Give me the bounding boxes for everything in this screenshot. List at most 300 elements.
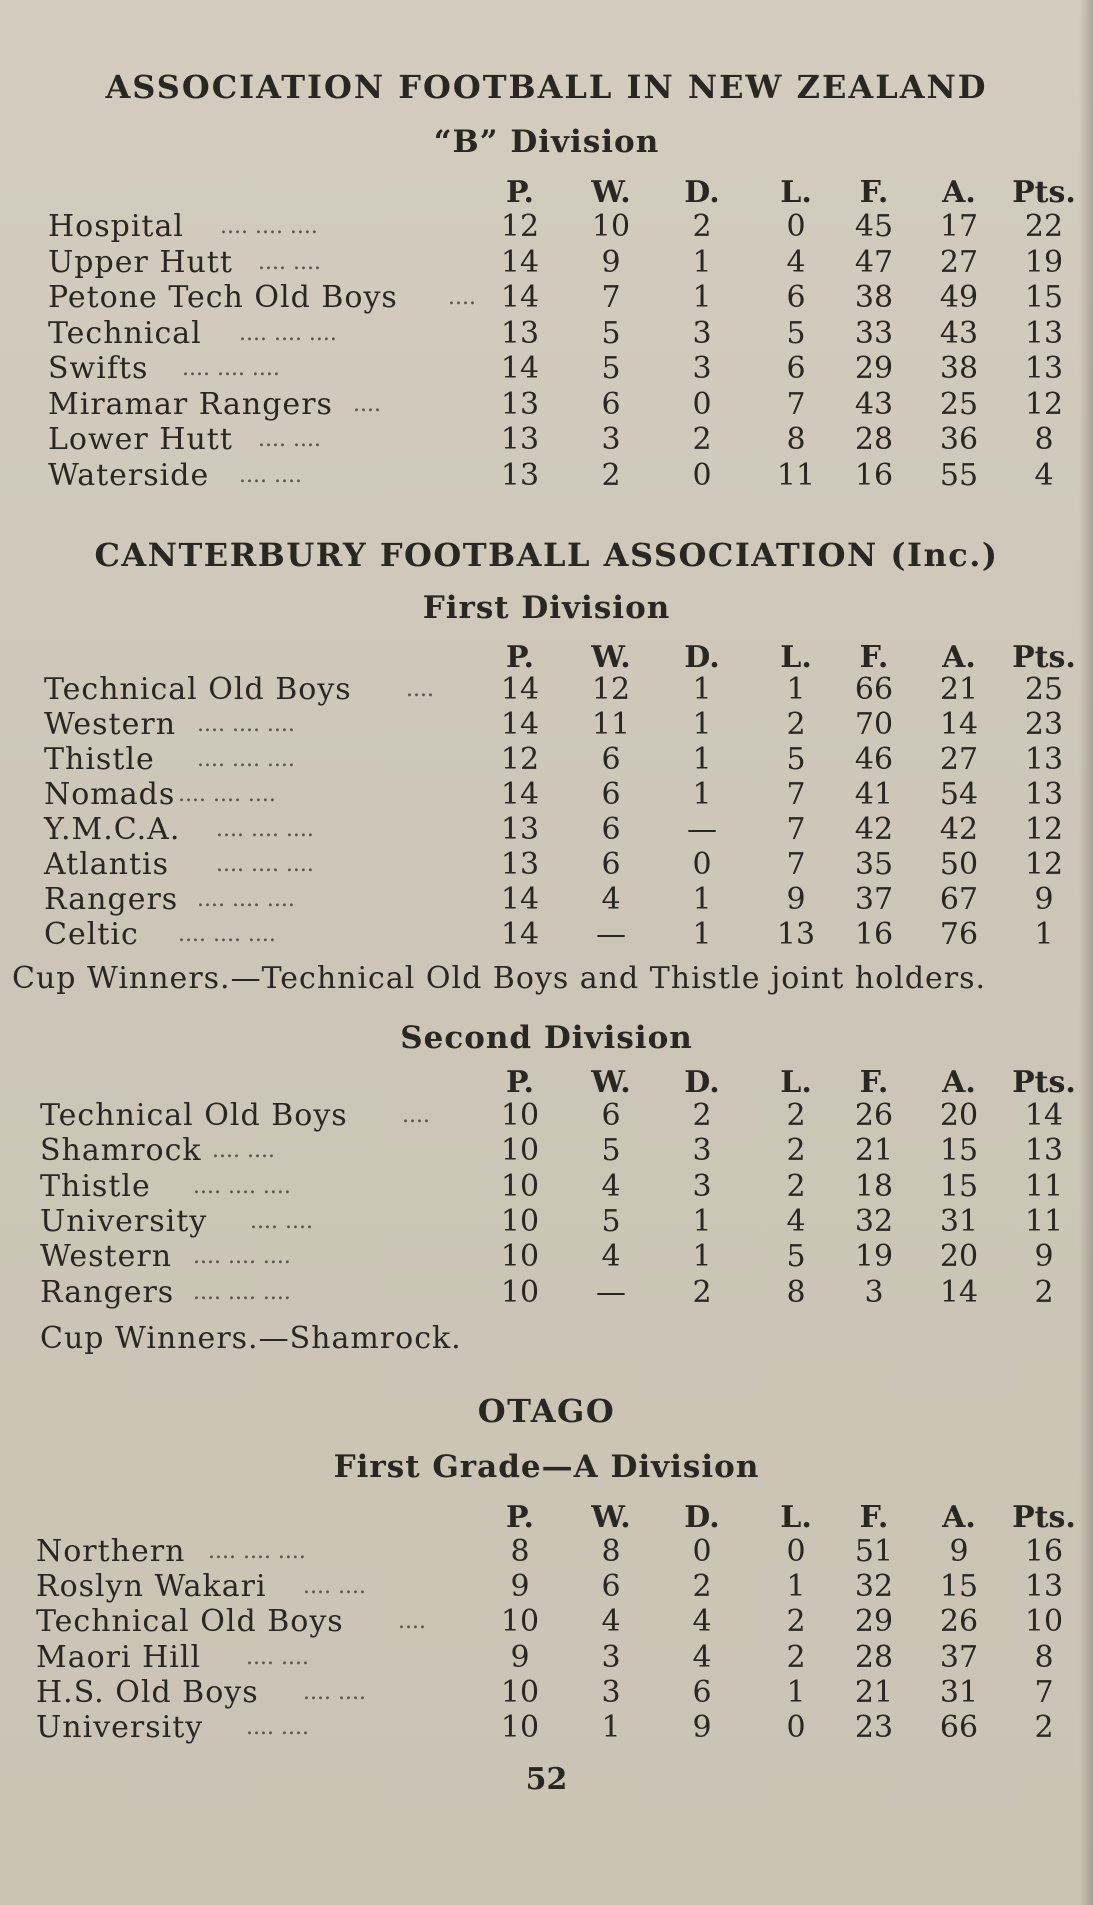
stat-cell-w: 5 [601, 351, 621, 386]
stat-cell-pts: 4 [1034, 457, 1054, 493]
stat-cell-pts: 1 [1034, 917, 1054, 952]
table-row [0, 1275, 1093, 1311]
stat-cell-p: 10 [500, 1098, 540, 1133]
stat-cell-a: 9 [949, 1534, 969, 1569]
stat-cell-a: 31 [939, 1203, 979, 1239]
stat-cell-w: 5 [601, 1203, 621, 1239]
leader-dots: .... .... .... [239, 320, 337, 346]
stat-cell-p: 14 [500, 707, 540, 742]
stat-cell-a: 26 [939, 1604, 979, 1640]
stat-cell-f: 51 [854, 1534, 894, 1569]
stat-cell-pts: 9 [1034, 882, 1054, 917]
stat-cell-f: 38 [854, 280, 894, 315]
stat-cell-d: 3 [692, 315, 712, 351]
stat-cell-a: 20 [939, 1239, 979, 1275]
team-name: Nomads [44, 777, 176, 812]
table-row [0, 707, 1093, 743]
stat-cell-w: 2 [601, 457, 621, 493]
column-header-d: D. [684, 640, 720, 675]
stat-cell-w: 6 [601, 777, 621, 812]
stat-cell-p: 10 [500, 1274, 540, 1310]
column-header-p: P. [505, 640, 535, 675]
stat-cell-w: 3 [601, 422, 621, 457]
stat-cell-l: 2 [786, 1098, 806, 1133]
stat-cell-pts: 13 [1024, 1133, 1064, 1169]
table-row [0, 1169, 1093, 1205]
stat-cell-f: 29 [854, 351, 894, 386]
stat-cell-a: 42 [939, 812, 979, 847]
column-header-w: W. [591, 640, 631, 675]
stat-cell-w: 8 [601, 1534, 621, 1569]
stat-cell-pts: 15 [1024, 280, 1064, 315]
stat-cell-l: 8 [786, 1274, 806, 1310]
stat-cell-a: 54 [939, 777, 979, 812]
canterbury-second-division-column-header [0, 1065, 1093, 1101]
stat-cell-p: 13 [500, 422, 540, 457]
stat-cell-f: 29 [854, 1604, 894, 1640]
column-header-pts: Pts. [1012, 175, 1076, 210]
stat-cell-w: 6 [601, 1098, 621, 1133]
stat-cell-l: 5 [786, 1239, 806, 1275]
leader-dots: .... .... [212, 1138, 275, 1164]
table-row [0, 1133, 1093, 1169]
team-name: Waterside [48, 457, 210, 493]
leader-dots: .... .... [250, 1208, 313, 1234]
team-name: Swifts [48, 351, 149, 386]
table-row [0, 458, 1093, 494]
stat-cell-a: 76 [939, 917, 979, 952]
table-row [0, 917, 1093, 953]
otago-heading: OTAGO [477, 1392, 616, 1430]
stat-cell-d: 1 [692, 1203, 712, 1239]
table-row [0, 1640, 1093, 1676]
team-name: Technical Old Boys [36, 1604, 344, 1640]
team-name: Thistle [40, 1168, 151, 1204]
stat-cell-d: 2 [692, 209, 712, 244]
stat-cell-f: 21 [854, 1133, 894, 1169]
team-name: Y.M.C.A. [44, 812, 181, 847]
stat-cell-l: 0 [786, 209, 806, 244]
column-header-w: W. [591, 175, 631, 210]
team-name: Maori Hill [36, 1639, 202, 1675]
stat-cell-a: 14 [939, 1274, 979, 1310]
stat-cell-d: 2 [692, 1569, 712, 1605]
table-row [0, 1675, 1093, 1711]
stat-cell-a: 15 [939, 1133, 979, 1169]
stat-cell-w: 10 [591, 209, 631, 244]
stat-cell-p: 10 [500, 1674, 540, 1710]
column-header-p: P. [505, 175, 535, 210]
team-name: University [36, 1710, 204, 1745]
column-header-a: A. [942, 1065, 976, 1100]
table-row [0, 672, 1093, 708]
stat-cell-p: 14 [500, 882, 540, 917]
stat-cell-a: 38 [939, 351, 979, 386]
stat-cell-w: — [596, 917, 626, 952]
stat-cell-p: 13 [500, 847, 540, 882]
stat-cell-pts: 13 [1024, 1569, 1064, 1605]
stat-cell-d: 1 [692, 280, 712, 315]
leader-dots: .... .... [246, 1644, 309, 1670]
stat-cell-l: 8 [786, 422, 806, 457]
stat-cell-d: 1 [692, 882, 712, 917]
stat-cell-l: 2 [786, 1604, 806, 1640]
stat-cell-pts: 13 [1024, 777, 1064, 812]
leader-dots: .... [402, 1103, 430, 1128]
stat-cell-w: 4 [601, 1604, 621, 1640]
stat-cell-a: 43 [939, 315, 979, 351]
stat-cell-w: 7 [601, 280, 621, 315]
stat-cell-pts: 22 [1024, 209, 1064, 244]
column-header-a: A. [942, 175, 976, 210]
otago-first-grade-heading: First Grade—A Division [333, 1449, 760, 1485]
leader-dots: .... .... [303, 1679, 366, 1705]
table-row [0, 245, 1093, 281]
stat-cell-f: 70 [854, 707, 894, 742]
stat-cell-a: 21 [939, 672, 979, 707]
stat-cell-d: 4 [692, 1604, 712, 1640]
stat-cell-a: 17 [939, 209, 979, 244]
stat-cell-l: 11 [776, 457, 816, 493]
stat-cell-l: 0 [786, 1710, 806, 1745]
team-name: Atlantis [44, 847, 170, 882]
stat-cell-l: 2 [786, 1639, 806, 1675]
stat-cell-a: 49 [939, 280, 979, 315]
stat-cell-l: 1 [786, 672, 806, 707]
stat-cell-d: 3 [692, 1168, 712, 1204]
table-row [0, 742, 1093, 778]
stat-cell-p: 13 [500, 457, 540, 493]
stat-cell-a: 31 [939, 1674, 979, 1710]
stat-cell-l: 0 [786, 1534, 806, 1569]
stat-cell-w: 6 [601, 812, 621, 847]
column-header-l: L. [780, 175, 812, 210]
stat-cell-a: 50 [939, 847, 979, 882]
stat-cell-pts: 19 [1024, 244, 1064, 280]
stat-cell-pts: 16 [1024, 1534, 1064, 1569]
stat-cell-pts: 13 [1024, 351, 1064, 386]
team-name: Rangers [40, 1274, 175, 1310]
table-row [0, 1604, 1093, 1640]
column-header-d: D. [684, 175, 720, 210]
column-header-pts: Pts. [1012, 1500, 1076, 1535]
stat-cell-w: 1 [601, 1710, 621, 1745]
column-header-f: F. [859, 1065, 889, 1100]
stat-cell-w: 6 [601, 1569, 621, 1605]
b-division-column-header [0, 175, 1093, 211]
page-number: 52 [525, 1762, 568, 1797]
stat-cell-p: 10 [500, 1203, 540, 1239]
stat-cell-p: 14 [500, 244, 540, 280]
stat-cell-p: 8 [510, 1534, 530, 1569]
column-header-w: W. [591, 1500, 631, 1535]
column-header-p: P. [505, 1065, 535, 1100]
team-name: Technical Old Boys [40, 1098, 348, 1133]
b-division-heading: “B” Division [433, 124, 660, 160]
stat-cell-l: 1 [786, 1674, 806, 1710]
otago-first-grade-column-header [0, 1500, 1093, 1536]
team-name: University [40, 1203, 208, 1239]
team-name: Technical [48, 315, 202, 351]
stat-cell-p: 14 [500, 280, 540, 315]
leader-dots: .... .... [246, 1715, 309, 1740]
stat-cell-d: 4 [692, 1639, 712, 1675]
table-row [0, 1239, 1093, 1275]
stat-cell-f: 23 [854, 1710, 894, 1745]
stat-cell-p: 10 [500, 1133, 540, 1169]
canterbury-second-division-cup-note: Cup Winners.—Shamrock. [40, 1321, 462, 1356]
stat-cell-l: 13 [776, 917, 816, 952]
team-name: Roslyn Wakari [36, 1569, 267, 1605]
stat-cell-f: 47 [854, 244, 894, 280]
stat-cell-pts: 13 [1024, 315, 1064, 351]
column-header-f: F. [859, 175, 889, 210]
stat-cell-p: 13 [500, 812, 540, 847]
team-name: Hospital [48, 209, 184, 244]
table-row [0, 351, 1093, 387]
stat-cell-pts: 25 [1024, 672, 1064, 707]
stat-cell-w: 5 [601, 315, 621, 351]
column-header-l: L. [780, 1065, 812, 1100]
table-row [0, 1534, 1093, 1570]
table-row [0, 882, 1093, 918]
table-row [0, 847, 1093, 883]
stat-cell-f: 37 [854, 882, 894, 917]
stat-cell-f: 33 [854, 315, 894, 351]
stat-cell-w: 12 [591, 672, 631, 707]
stat-cell-w: 4 [601, 1168, 621, 1204]
leader-dots: .... .... .... [216, 852, 314, 877]
team-name: Northern [36, 1534, 186, 1569]
canterbury-first-division-cup-note: Cup Winners.—Technical Old Boys and Thistle joint holders. [12, 961, 987, 996]
leader-dots: .... .... .... [197, 747, 295, 772]
team-name: H.S. Old Boys [36, 1674, 259, 1710]
stat-cell-l: 2 [786, 707, 806, 742]
stat-cell-p: 10 [500, 1168, 540, 1204]
stat-cell-f: 42 [854, 812, 894, 847]
stat-cell-d: 2 [692, 1098, 712, 1133]
stat-cell-p: 13 [500, 315, 540, 351]
leader-dots: .... [398, 1609, 426, 1635]
stat-cell-l: 5 [786, 742, 806, 777]
stat-cell-p: 14 [500, 917, 540, 952]
stat-cell-a: 55 [939, 457, 979, 493]
column-header-p: P. [505, 1500, 535, 1535]
stat-cell-pts: 23 [1024, 707, 1064, 742]
stat-cell-w: 3 [601, 1674, 621, 1710]
stat-cell-l: 5 [786, 315, 806, 351]
stat-cell-f: 32 [854, 1203, 894, 1239]
stat-cell-f: 35 [854, 847, 894, 882]
leader-dots: .... [448, 285, 476, 310]
stat-cell-a: 20 [939, 1098, 979, 1133]
stat-cell-l: 9 [786, 882, 806, 917]
page-title: ASSOCIATION FOOTBALL IN NEW ZEALAND [105, 68, 988, 106]
stat-cell-d: 0 [692, 847, 712, 882]
column-header-a: A. [942, 1500, 976, 1535]
stat-cell-l: 1 [786, 1569, 806, 1605]
team-name: Shamrock [40, 1133, 202, 1169]
table-row [0, 1710, 1093, 1746]
stat-cell-w: 11 [591, 707, 631, 742]
leader-dots: .... .... .... [197, 712, 295, 737]
stat-cell-pts: 13 [1024, 742, 1064, 777]
stat-cell-l: 2 [786, 1168, 806, 1204]
stat-cell-l: 6 [786, 351, 806, 386]
stat-cell-w: 6 [601, 847, 621, 882]
stat-cell-w: 6 [601, 742, 621, 777]
stat-cell-f: 43 [854, 386, 894, 422]
stat-cell-pts: 12 [1024, 812, 1064, 847]
stat-cell-d: 2 [692, 422, 712, 457]
column-header-a: A. [942, 640, 976, 675]
stat-cell-w: 3 [601, 1639, 621, 1675]
stat-cell-d: 0 [692, 386, 712, 422]
stat-cell-l: 4 [786, 1203, 806, 1239]
stat-cell-d: 1 [692, 672, 712, 707]
stat-cell-d: 9 [692, 1710, 712, 1745]
table-row [0, 1204, 1093, 1240]
stat-cell-f: 19 [854, 1239, 894, 1275]
team-name: Western [44, 707, 177, 742]
stat-cell-f: 18 [854, 1168, 894, 1204]
column-header-pts: Pts. [1012, 640, 1076, 675]
column-header-f: F. [859, 1500, 889, 1535]
stat-cell-pts: 12 [1024, 847, 1064, 882]
stat-cell-w: — [596, 1274, 626, 1310]
team-name: Petone Tech Old Boys [48, 280, 398, 315]
leader-dots: .... .... .... [197, 887, 295, 912]
team-name: Miramar Rangers [48, 386, 333, 422]
stat-cell-a: 37 [939, 1639, 979, 1675]
table-row [0, 316, 1093, 352]
stat-cell-pts: 12 [1024, 386, 1064, 422]
leader-dots: .... .... .... [193, 1173, 291, 1199]
stat-cell-f: 16 [854, 457, 894, 493]
stat-cell-f: 26 [854, 1098, 894, 1133]
stat-cell-f: 32 [854, 1569, 894, 1605]
stat-cell-d: 0 [692, 457, 712, 493]
stat-cell-pts: 2 [1034, 1710, 1054, 1745]
stat-cell-w: 4 [601, 1239, 621, 1275]
column-header-d: D. [684, 1500, 720, 1535]
leader-dots: .... .... .... [193, 1244, 291, 1270]
stat-cell-f: 45 [854, 209, 894, 244]
stat-cell-a: 27 [939, 244, 979, 280]
canterbury-second-division-heading: Second Division [400, 1020, 693, 1056]
stat-cell-a: 14 [939, 707, 979, 742]
stat-cell-pts: 10 [1024, 1604, 1064, 1640]
stat-cell-a: 15 [939, 1569, 979, 1605]
table-row [0, 1098, 1093, 1134]
column-header-l: L. [780, 1500, 812, 1535]
stat-cell-p: 10 [500, 1710, 540, 1745]
stat-cell-l: 7 [786, 777, 806, 812]
table-row [0, 209, 1093, 245]
stat-cell-d: 1 [692, 707, 712, 742]
stat-cell-p: 13 [500, 386, 540, 422]
stat-cell-d: 1 [692, 777, 712, 812]
table-row [0, 280, 1093, 316]
stat-cell-pts: 8 [1034, 1639, 1054, 1675]
team-name: Lower Hutt [48, 422, 233, 457]
leader-dots: .... .... .... [178, 782, 276, 807]
leader-dots: .... [353, 391, 381, 417]
stat-cell-a: 66 [939, 1710, 979, 1745]
stat-cell-l: 6 [786, 280, 806, 315]
stat-cell-f: 66 [854, 672, 894, 707]
stat-cell-w: 9 [601, 244, 621, 280]
stat-cell-d: 6 [692, 1674, 712, 1710]
stat-cell-f: 16 [854, 917, 894, 952]
stat-cell-pts: 7 [1034, 1674, 1054, 1710]
leader-dots: .... .... .... [220, 214, 318, 239]
team-name: Thistle [44, 742, 155, 777]
leader-dots: .... .... .... [178, 922, 276, 947]
stat-cell-d: 3 [692, 1133, 712, 1169]
leader-dots: .... .... .... [182, 356, 280, 381]
leader-dots: .... .... [303, 1574, 366, 1600]
stat-cell-a: 36 [939, 422, 979, 457]
stat-cell-p: 10 [500, 1604, 540, 1640]
team-name: Celtic [44, 917, 139, 952]
stat-cell-l: 7 [786, 847, 806, 882]
leader-dots: .... .... [258, 249, 321, 275]
stat-cell-pts: 11 [1024, 1168, 1064, 1204]
stat-cell-a: 67 [939, 882, 979, 917]
leader-dots: .... .... [258, 427, 321, 452]
leader-dots: .... .... .... [208, 1539, 306, 1564]
leader-dots: .... [406, 677, 434, 702]
stat-cell-pts: 8 [1034, 422, 1054, 457]
canterbury-heading: CANTERBURY FOOTBALL ASSOCIATION (Inc.) [94, 536, 999, 574]
stat-cell-pts: 2 [1034, 1274, 1054, 1310]
team-name: Rangers [44, 882, 179, 917]
stat-cell-p: 12 [500, 209, 540, 244]
stat-cell-f: 28 [854, 422, 894, 457]
stat-cell-d: 1 [692, 917, 712, 952]
stat-cell-l: 2 [786, 1133, 806, 1169]
table-row [0, 422, 1093, 458]
stat-cell-w: 5 [601, 1133, 621, 1169]
stat-cell-f: 28 [854, 1639, 894, 1675]
stat-cell-w: 4 [601, 882, 621, 917]
column-header-pts: Pts. [1012, 1065, 1076, 1100]
stat-cell-l: 4 [786, 244, 806, 280]
stat-cell-d: 2 [692, 1274, 712, 1310]
stat-cell-p: 14 [500, 672, 540, 707]
stat-cell-pts: 11 [1024, 1203, 1064, 1239]
column-header-l: L. [780, 640, 812, 675]
stat-cell-f: 21 [854, 1674, 894, 1710]
stat-cell-f: 41 [854, 777, 894, 812]
stat-cell-p: 14 [500, 351, 540, 386]
stat-cell-pts: 14 [1024, 1098, 1064, 1133]
team-name: Upper Hutt [48, 244, 233, 280]
stat-cell-d: 3 [692, 351, 712, 386]
stat-cell-a: 25 [939, 386, 979, 422]
stat-cell-l: 7 [786, 386, 806, 422]
stat-cell-d: 1 [692, 1239, 712, 1275]
table-row [0, 1569, 1093, 1605]
team-name: Western [40, 1239, 173, 1275]
team-name: Technical Old Boys [44, 672, 352, 707]
stat-cell-d: — [687, 812, 717, 847]
stat-cell-a: 27 [939, 742, 979, 777]
stat-cell-f: 3 [864, 1274, 884, 1310]
leader-dots: .... .... .... [193, 1279, 291, 1305]
canterbury-first-division-heading: First Division [422, 590, 671, 626]
